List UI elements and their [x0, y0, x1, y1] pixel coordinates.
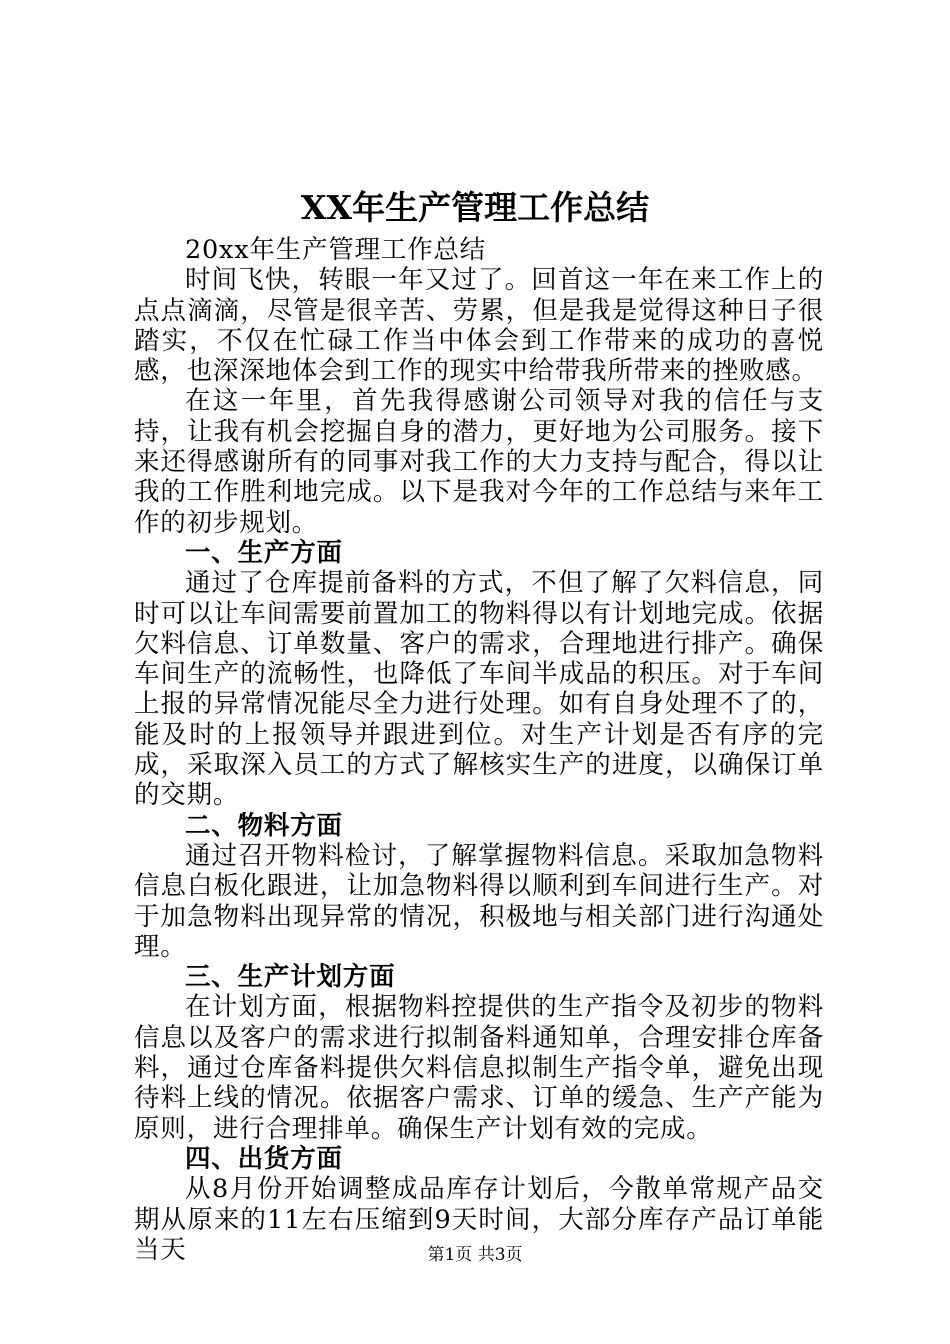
page-number-footer: 第1页 共3页	[427, 1245, 523, 1265]
paragraph-shipping: 从8月份开始调整成品库存计划后，今散单常规产品交期从原来的11左右压缩到9天时间，大部分库存产品订单能当天	[134, 1174, 824, 1265]
section-heading-plan: 三、生产计划方面	[185, 962, 396, 993]
paragraph-production: 通过了仓库提前备料的方式，不但了解了欠料信息，同时可以让车间需要前置加工的物料得以有计划地完成。依据欠料信息、订单数量、客户的需求，合理地进行排产。确保车间生产的流畅性，也降低了车间半成品的积压。对于车间上报的异常情况能尽全力进行处理。如有自身处理不了的，能及时的上报领导并跟进到位。对生产计划是否有序的完成，采取深入员工的方式了解核实生产的进度，以确保订单的交期。	[134, 568, 824, 811]
section-heading-production: 一、生产方面	[185, 537, 343, 568]
document-body	[134, 235, 824, 1265]
paragraph-thanks: 在这一年里，首先我得感谢公司领导对我的信任与支持，让我有机会挖掘自身的潜力，更好地为公司服务。接下来还得感谢所有的同事对我工作的大力支持与配合，得以让我的工作胜利地完成。以下是我对今年的工作总结与来年工作的初步规划。	[134, 386, 824, 538]
document-title: XX年生产管理工作总结	[300, 188, 650, 227]
paragraph-materials: 通过召开物料检讨，了解掌握物料信息。采取加急物料信息白板化跟进，让加急物料得以顺利到车间进行生产。对于加急物料出现异常的情况，积极地与相关部门进行沟通处理。	[134, 840, 824, 962]
section-heading-materials: 二、物料方面	[185, 810, 343, 841]
paragraph-plan: 在计划方面，根据物料控提供的生产指令及初步的物料信息以及客户的需求进行拟制备料通知单，合理安排仓库备料，通过仓库备料提供欠料信息拟制生产指令单，避免出现待料上线的情况。依据客户需求、订单的缓急、生产产能为原则，进行合理排单。确保生产计划有效的完成。	[134, 992, 824, 1144]
paragraph-intro: 时间飞快，转眼一年又过了。回首这一年在来工作上的点点滴滴，尽管是很辛苦、劳累，但是我是觉得这种日子很踏实，不仅在忙碌工作当中体会到工作带来的成功的喜悦感，也深深地体会到工作的现实中给带我所带来的挫败感。	[134, 265, 824, 387]
paragraph-subtitle: 20xx年生产管理工作总结	[185, 235, 487, 265]
section-heading-shipping: 四、出货方面	[185, 1143, 343, 1174]
